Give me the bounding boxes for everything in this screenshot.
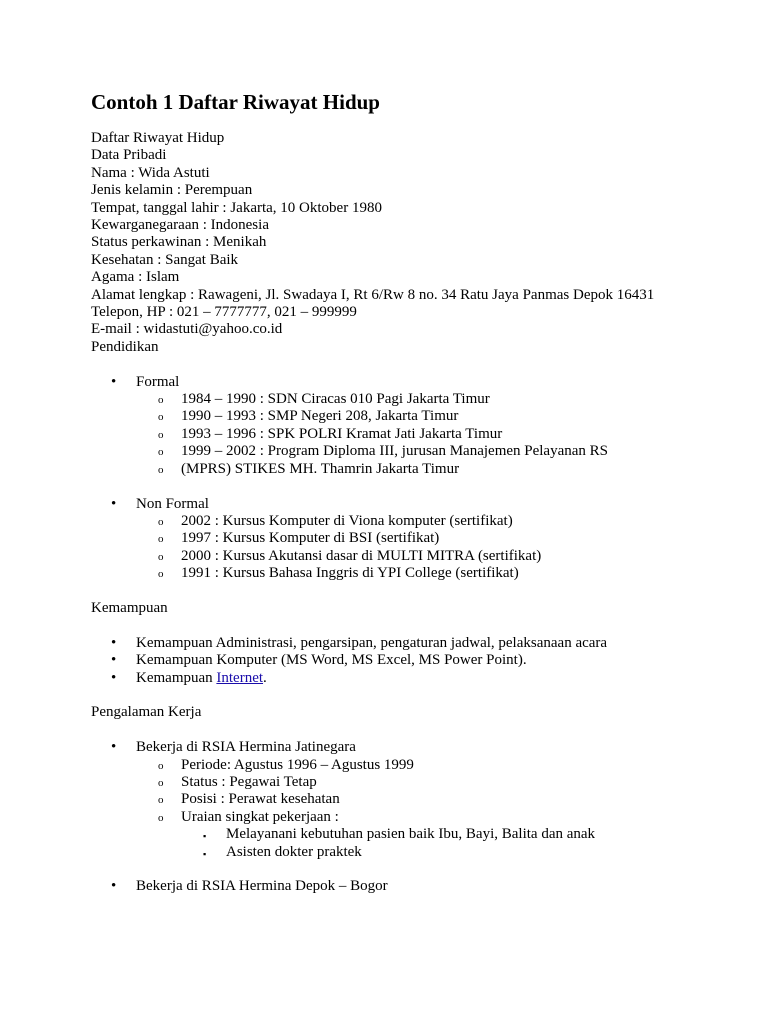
list-item bbox=[91, 826, 751, 843]
list-item-label: Non Formal bbox=[136, 495, 209, 512]
list-item bbox=[91, 652, 751, 669]
field-health: Kesehatan : Sangat Baik bbox=[91, 251, 239, 268]
experience-job1-list bbox=[91, 739, 751, 861]
disc-bullet-icon: • bbox=[111, 878, 117, 895]
list-item-label: Melayanani kebutuhan pasien baik Ibu, Bayi, Balita dan anak bbox=[226, 826, 596, 843]
circle-bullet-icon: o bbox=[158, 759, 164, 772]
field-gender: Jenis kelamin : Perempuan bbox=[91, 182, 253, 199]
section-skills: Kemampuan bbox=[91, 599, 168, 616]
list-item bbox=[91, 548, 751, 565]
spacer bbox=[91, 583, 751, 600]
circle-bullet-icon: o bbox=[158, 794, 164, 807]
spacer bbox=[91, 722, 751, 739]
field-birth: Tempat, tanggal lahir : Jakarta, 10 Oktober 1980 bbox=[91, 199, 382, 216]
circle-bullet-icon: o bbox=[158, 550, 164, 563]
list-item-label: 1991 : Kursus Bahasa Inggris di YPI College (sertifikat) bbox=[181, 565, 519, 582]
circle-bullet-icon: o bbox=[158, 515, 164, 528]
list-item-label: 1997 : Kursus Komputer di BSI (sertifikat) bbox=[181, 530, 440, 547]
list-item bbox=[91, 670, 751, 687]
list-item-label: 2002 : Kursus Komputer di Viona komputer (sertifikat) bbox=[181, 512, 513, 529]
list-item-label: Kemampuan Komputer (MS Word, MS Excel, MS Power Point). bbox=[136, 652, 527, 669]
circle-bullet-icon: o bbox=[158, 776, 164, 789]
list-item bbox=[91, 739, 751, 756]
page-title: Contoh 1 Daftar Riwayat Hidup bbox=[91, 90, 380, 114]
list-item-label: Uraian singkat pekerjaan : bbox=[181, 808, 339, 825]
list-item-label: 1984 – 1990 : SDN Ciracas 010 Pagi Jakarta Timur bbox=[181, 391, 490, 408]
list-item-label: 1999 – 2002 : Program Diploma III, jurusan Manajemen Pelayanan RS bbox=[181, 443, 609, 460]
education-formal-list bbox=[91, 374, 751, 478]
skills-list bbox=[91, 635, 751, 687]
list-item-suffix: . bbox=[263, 669, 267, 686]
field-phone: Telepon, HP : 021 – 7777777, 021 – 999999 bbox=[91, 304, 357, 321]
list-item-label: Kemampuan Administrasi, pengarsipan, pengaturan jadwal, pelaksanaan acara bbox=[136, 634, 608, 651]
list-item bbox=[91, 844, 751, 861]
list-item bbox=[91, 530, 751, 547]
list-item-label: Formal bbox=[136, 373, 180, 390]
spacer bbox=[91, 861, 751, 878]
circle-bullet-icon: o bbox=[158, 411, 164, 424]
disc-bullet-icon: • bbox=[111, 739, 117, 756]
list-item bbox=[91, 408, 751, 425]
section-education: Pendidikan bbox=[91, 338, 159, 355]
square-bullet-icon: ▪ bbox=[203, 848, 207, 859]
list-item-label: Status : Pegawai Tetap bbox=[181, 773, 317, 790]
spacer bbox=[91, 478, 751, 495]
field-marital-status: Status perkawinan : Menikah bbox=[91, 234, 267, 251]
circle-bullet-icon: o bbox=[158, 446, 164, 459]
circle-bullet-icon: o bbox=[158, 394, 164, 407]
field-name: Nama : Wida Astuti bbox=[91, 164, 210, 181]
disc-bullet-icon: • bbox=[111, 669, 117, 686]
list-item bbox=[91, 791, 751, 808]
spacer bbox=[91, 687, 751, 704]
education-nonformal-list bbox=[91, 496, 751, 583]
disc-bullet-icon: • bbox=[111, 373, 117, 390]
section-experience: Pengalaman Kerja bbox=[91, 704, 202, 721]
circle-bullet-icon: o bbox=[158, 533, 164, 546]
list-item bbox=[91, 374, 751, 391]
list-item bbox=[91, 878, 751, 895]
list-item-label: Periode: Agustus 1996 – Agustus 1999 bbox=[181, 756, 414, 773]
disc-bullet-icon: • bbox=[111, 634, 117, 651]
internet-link[interactable]: Internet bbox=[216, 669, 264, 686]
disc-bullet-icon: • bbox=[111, 652, 117, 669]
list-item bbox=[91, 635, 751, 652]
list-item bbox=[91, 774, 751, 791]
spacer bbox=[91, 617, 751, 634]
list-item bbox=[91, 757, 751, 774]
list-item-label: (MPRS) STIKES MH. Thamrin Jakarta Timur bbox=[181, 460, 460, 477]
list-item bbox=[91, 426, 751, 443]
field-email: E-mail : widastuti@yahoo.co.id bbox=[91, 321, 283, 338]
list-item-label: 1993 – 1996 : SPK POLRI Kramat Jati Jakarta Timur bbox=[181, 425, 503, 442]
list-item-label: 1990 – 1993 : SMP Negeri 208, Jakarta Timur bbox=[181, 408, 459, 425]
list-item bbox=[91, 461, 751, 478]
list-item bbox=[91, 513, 751, 530]
circle-bullet-icon: o bbox=[158, 811, 164, 824]
personal-data bbox=[91, 130, 751, 356]
circle-bullet-icon: o bbox=[158, 428, 164, 441]
field-address: Alamat lengkap : Rawageni, Jl. Swadaya I, Rt 6/Rw 8 no. 34 Ratu Jaya Panmas Depok 16431 bbox=[91, 286, 655, 303]
circle-bullet-icon: o bbox=[158, 568, 164, 581]
list-item-label: Posisi : Perawat kesehatan bbox=[181, 791, 340, 808]
list-item-label: 2000 : Kursus Akutansi dasar di MULTI MITRA (sertifikat) bbox=[181, 547, 542, 564]
field-nationality: Kewarganegaraan : Indonesia bbox=[91, 217, 269, 234]
title-gap bbox=[91, 116, 751, 130]
field-religion: Agama : Islam bbox=[91, 269, 180, 286]
section-personal-data: Data Pribadi bbox=[91, 147, 167, 164]
disc-bullet-icon: • bbox=[111, 495, 117, 512]
circle-bullet-icon: o bbox=[158, 463, 164, 476]
job-title: Bekerja di RSIA Hermina Depok – Bogor bbox=[136, 878, 388, 895]
list-item bbox=[91, 496, 751, 513]
list-item bbox=[91, 809, 751, 826]
experience-job2-list bbox=[91, 878, 751, 895]
list-item-label: Kemampuan bbox=[136, 669, 217, 686]
square-bullet-icon: ▪ bbox=[203, 831, 207, 842]
list-item bbox=[91, 443, 751, 460]
spacer bbox=[91, 356, 751, 373]
job-title: Bekerja di RSIA Hermina Jatinegara bbox=[136, 739, 356, 756]
list-item bbox=[91, 391, 751, 408]
list-item-label: Asisten dokter praktek bbox=[226, 843, 362, 860]
list-item bbox=[91, 565, 751, 582]
doc-subtitle: Daftar Riwayat Hidup bbox=[91, 130, 225, 146]
document-page bbox=[91, 88, 751, 896]
